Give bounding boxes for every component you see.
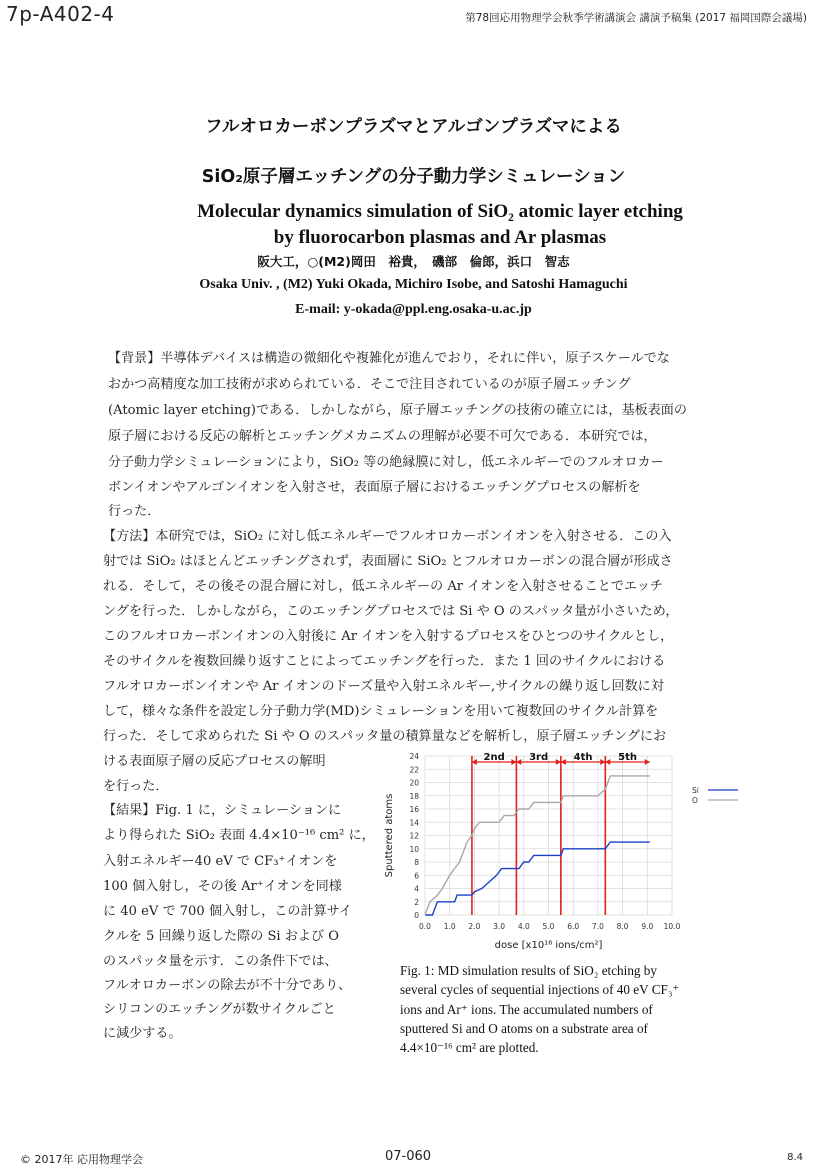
body-line: して，様々な条件を設定し分子動力学(MD)シミュレーションを用いて複数回のサイクル計算を (103, 704, 659, 719)
results-line: クルを 5 回繰り返した際の Si および O (103, 929, 339, 944)
footer-copyright: © 2017年 応用物理学会 (20, 1153, 143, 1166)
caption-line: sputtered Si and O atoms on a substrate area of (400, 1021, 648, 1036)
y-tick-label: 10 (409, 844, 419, 854)
session-id: 7p-A402-4 (6, 2, 115, 26)
caption-line: Fig. 1: MD simulation results of SiO₂ etching by (400, 963, 657, 978)
results-line: シリコンのエッチングが数サイクルごと (103, 1002, 336, 1017)
cycle-label: 3rd (529, 752, 549, 763)
body-line: 行った． (108, 504, 161, 519)
results-line: を行った． (103, 779, 169, 794)
y-tick-label: 16 (409, 805, 419, 814)
sputtered-atoms-chart (378, 750, 748, 960)
body-line: れる．そして，その後その混合層に対し，低エネルギーの Ar イオンを入射させることでエッチ (103, 579, 663, 594)
results-line: のスパッタ量を示す．この条件下では、 (103, 954, 338, 969)
results-line: に減少する。 (103, 1026, 182, 1041)
x-tick-label: 5.0 (542, 922, 555, 931)
title-english-line-2: by fluorocarbon plasmas and Ar plasmas (273, 227, 607, 248)
legend-label: Si (692, 786, 699, 795)
body-line: 【方法】本研究では，SiO₂ に対し低エネルギーでフルオロカーボンイオンを入射させる．この入 (103, 529, 672, 544)
contact-email: E-mail: y-okada@ppl.eng.osaka-u.ac.jp (295, 302, 532, 317)
series-line-O (425, 776, 650, 915)
title-english-line-1: Molecular dynamics simulation of SiO₂ atomic layer etching (197, 201, 683, 222)
body-line: 分子動力学シミュレーションにより，SiO₂ 等の絶縁膜に対し，低エネルギーでのフルオロカー (108, 455, 664, 470)
authors-japanese: 阪大工，○(M2)岡田 裕貴， 磯部 倫郎，浜口 智志 (257, 254, 570, 269)
body-line: 射では SiO₂ はほとんどエッチングされず，表面層に SiO₂ とフルオロカーボンの混合層が形成さ (103, 554, 673, 569)
footer-section: 8.4 (787, 1152, 803, 1163)
y-tick-label: 8 (414, 858, 419, 867)
title-japanese-line-1: フルオロカーボンプラズマとアルゴンプラズマによる (205, 117, 622, 137)
authors-english: Osaka Univ. , (M2) Yuki Okada, Michiro Isobe, and Satoshi Hamaguchi (199, 277, 628, 292)
x-tick-label: 0.0 (419, 922, 431, 931)
x-tick-label: 3.0 (493, 922, 506, 931)
body-line: そのサイクルを複数回繰り返すことによってエッチングを行った．また 1 回のサイクルにおける (103, 654, 666, 669)
results-line: フルオロカーボンの除去が不十分であり、 (103, 978, 352, 993)
conference-header: 第78回応用物理学会秋季学術講演会 講演予稿集 (2017 福岡国際会議場) (465, 12, 807, 24)
body-line: 原子層における反応の解析とエッチングメカニズムの理解が必要不可欠である．本研究では， (108, 429, 657, 444)
caption-line: ions and Ar⁺ ions. The accumulated numbers of (400, 1002, 653, 1017)
x-tick-label: 10.0 (663, 922, 681, 931)
y-tick-label: 14 (409, 818, 419, 828)
x-tick-label: 6.0 (567, 922, 580, 931)
y-tick-label: 4 (414, 884, 419, 894)
caption-line: several cycles of sequential injections of 40 eV CF₃⁺ (400, 982, 680, 997)
y-tick-label: 22 (409, 765, 419, 775)
body-line: このフルオロカーボンイオンの入射後に Ar イオンを入射するプロセスをひとつのサイクルとし， (103, 629, 674, 644)
cycle-label: 5th (618, 752, 637, 763)
y-axis-label: Sputtered atoms (384, 793, 395, 878)
y-tick-label: 2 (414, 897, 419, 907)
cycle-label: 4th (573, 752, 593, 763)
y-tick-label: 12 (409, 831, 419, 841)
series-line-Si (425, 842, 650, 915)
y-tick-label: 20 (409, 778, 419, 788)
body-line: 行った．そして求められた Si や O のスパッタ量の積算量などを解析し，原子層エッチングにお (103, 729, 667, 744)
x-tick-label: 8.0 (616, 922, 629, 931)
y-tick-label: 6 (414, 871, 419, 881)
x-tick-label: 4.0 (517, 922, 530, 931)
results-line: に 40 eV で 700 個入射し，この計算サイ (103, 904, 352, 919)
body-line: 【背景】半導体デバイスは構造の微細化や複雑化が進んでおり，それに伴い，原子スケールでな (108, 351, 670, 366)
footer-page-number: 07-060 (385, 1149, 432, 1164)
results-line: 入射エネルギー40 eV で CF₃⁺イオンを (103, 854, 338, 869)
y-tick-label: 18 (409, 791, 419, 801)
x-tick-label: 7.0 (591, 922, 604, 931)
y-tick-label: 0 (414, 911, 419, 920)
results-line: ける表面原子層の反応プロセスの解明 (103, 754, 326, 769)
y-tick-label: 24 (409, 752, 419, 761)
cycle-label: 2nd (483, 752, 505, 763)
body-line: おかつ高精度な加工技術が求められている．そこで注目されているのが原子層エッチング (108, 377, 631, 392)
body-line: フルオロカーボンイオンや Ar イオンのドーズ量や入射エネルギー,サイクルの繰り返し回数に対 (103, 679, 664, 694)
legend-label: O (692, 796, 698, 805)
body-line: ボンイオンやアルゴンイオンを入射させ，表面原子層におけるエッチングプロセスの解析を (108, 480, 641, 495)
x-axis-label: dose [x10¹⁶ ions/cm²] (494, 940, 603, 951)
body-line: (Atomic layer etching)である．しかしながら，原子層エッチングの技術の確立には，基板表面の (108, 403, 687, 418)
results-line: より得られた SiO₂ 表面 4.4×10⁻¹⁶ cm² に， (103, 828, 375, 843)
x-tick-label: 1.0 (443, 922, 456, 931)
x-tick-label: 2.0 (468, 922, 481, 931)
body-line: ングを行った．しかしながら，このエッチングプロセスでは Si や O のスパッタ量が小さいため， (103, 604, 679, 619)
x-tick-label: 9.0 (641, 922, 654, 931)
results-line: 100 個入射し，その後 Ar⁺イオンを同様 (103, 879, 342, 894)
title-japanese-line-2: SiO₂原子層エッチングの分子動力学シミュレーション (201, 167, 626, 187)
caption-line: 4.4×10⁻¹⁶ cm² are plotted. (400, 1040, 539, 1055)
results-line: 【結果】Fig. 1 に，シミュレーションに (103, 803, 342, 818)
